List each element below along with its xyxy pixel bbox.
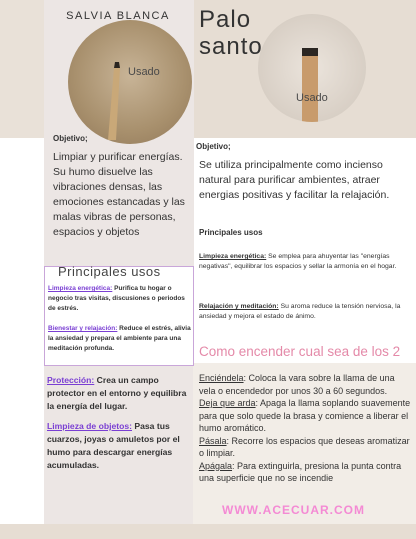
howto-step-3-label: Pásala (199, 435, 227, 446)
howto-step-3 (199, 435, 411, 460)
salvia-usos-title: Principales usos (58, 264, 161, 279)
palo-santo-stick-image (258, 14, 366, 122)
salvia-photo-caption: Usado (128, 66, 160, 78)
howto-title: Como encender cual sea de los 2 (199, 344, 401, 359)
howto-step-4 (199, 460, 411, 485)
howto-step-2-text: : Apaga la llama soplando suavemente para que solo quede la brasa y comience a liberar el humo aromático. (199, 398, 411, 433)
palo-santo-objetivo-label: Objetivo; (196, 142, 231, 151)
salvia-uso-3-text: Crea un campo protector en el entorno y equilibra la energía del lugar. (47, 375, 187, 411)
palo-santo-usos-label: Principales usos (199, 228, 263, 237)
incense-stick-image (68, 20, 192, 144)
palo-santo-uso-1-text: Se emplea para ahuyentar las "energías negativas", equilibrar los espacios y sellar la armonía en el hogar. (199, 253, 397, 270)
palo-santo-uso-2 (199, 302, 411, 322)
salvia-uso-2-label: Bienestar y relajación: (48, 325, 118, 332)
salvia-uso-4-label: Limpieza de objetos: (47, 421, 132, 431)
howto-step-4-text: : Para extinguirla, presiona la punta contra una superficie que no se incendie (199, 460, 402, 483)
howto-step-1 (199, 372, 411, 397)
palo-santo-title-line2: santo (199, 33, 263, 60)
palo-santo-photo-caption: Usado (296, 92, 328, 104)
palo-santo-objetivo-text: Se utiliza principalmente como incienso natural para purificar ambientes, atraer energias positivas y facilitar la relajación. (199, 159, 390, 201)
howto-step-1-text: : Coloca la vara sobre la llama de una vela o encendedor por unos 30 a 60 segundos. (199, 373, 395, 396)
howto-step-2-label: Deja que arda (199, 398, 256, 408)
howto-step-1-label: Enciéndela (199, 373, 244, 383)
salvia-uso-2 (48, 324, 192, 354)
palo-santo-title-line1: Palo (199, 6, 252, 33)
palo-santo-uso-2-text: Su aroma reduce la tensión nerviosa, la ansiedad y mejora el estado de ánimo. (199, 303, 401, 320)
salvia-uso-4 (47, 420, 191, 472)
salvia-title: SALVIA BLANCA (66, 10, 170, 22)
salvia-objetivo-label: Objetivo; (53, 134, 88, 143)
palo-santo-uso-1-label: Limpieza energética: (199, 253, 267, 260)
palo-santo-title (199, 6, 263, 60)
bottom-band (0, 524, 416, 539)
palo-santo-photo (258, 14, 366, 122)
palo-santo-uso-1 (199, 252, 411, 272)
salvia-objetivo-text: Limpiar y purificar energías. Su humo disuelve las vibraciones densas, las emociones estancadas y las malas vibras de personas, espacios y objetos (53, 151, 185, 238)
howto-steps (199, 372, 411, 485)
website-link[interactable]: WWW.ACECUAR.COM (222, 503, 365, 517)
salvia-uso-3-label: Protección: (47, 375, 95, 385)
salvia-uso-3 (47, 374, 191, 413)
salvia-uso-2-text: Reduce el estrés, alivia la ansiedad y prepara el ambiente para una meditación profunda. (48, 325, 191, 352)
howto-step-2 (199, 397, 411, 435)
salvia-photo (68, 20, 192, 144)
howto-step-3-text: : Recorre los espacios que deseas aromatizar o limpiar. (199, 435, 410, 458)
salvia-uso-1-text: Purifica tu hogar o negocio tras visitas, discusiones o periodos de estrés. (48, 285, 185, 312)
salvia-uso-1 (48, 284, 192, 314)
salvia-uso-4-text: Pasa tus cuarzos, joyas o amuletos por el humo para descargar energías acumuladas. (47, 421, 180, 470)
howto-step-4-label: Apágala (199, 460, 233, 471)
palo-santo-uso-2-label: Relajación y meditación: (199, 303, 279, 310)
salvia-uso-1-label: Limpieza energética: (48, 285, 113, 292)
